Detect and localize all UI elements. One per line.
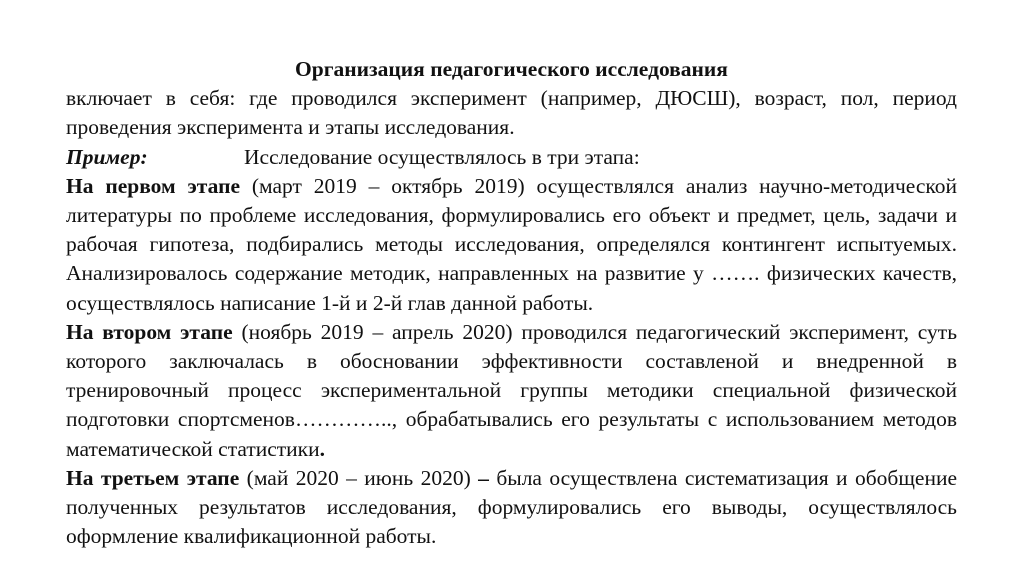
stage-three-heading: На третьем этапе: [66, 465, 240, 490]
example-label: Пример:: [66, 144, 148, 169]
stage-one-text: (март 2019 – октябрь 2019) осуществлялся анализ научно-методической литературы по проблеме исследования, формулировались его объект и предмет, цель, задачи и рабочая гипотеза, подбирались методы исследования, определялся контингент испытуемых. Анализировалось содержание методик, направленных на развитие у ……. физических качеств, осуществлялось написание 1-й и 2-й глав данной работы.: [66, 173, 957, 315]
stage-one-heading: На первом этапе: [66, 173, 241, 198]
slide-title: Организация педагогического исследования: [295, 57, 728, 81]
stage-three-dates: (май 2020 – июнь 2020): [239, 465, 479, 490]
slide-content: [66, 55, 957, 551]
stage-two-text: (ноябрь 2019 – апрель 2020) проводился педагогический эксперимент, суть которого заключалась в обосновании эффективности составленой и внедренной в тренировочный процесс экспериментальной группы методики специальной физической подготовки спортсменов………….., обрабатывались его результаты с использованием методов математической статистики: [66, 319, 958, 461]
example-text: Исследование осуществлялось в три этапа:: [244, 144, 640, 169]
stage-one-paragraph: [66, 172, 957, 318]
stage-two-end: .: [319, 436, 326, 461]
stage-three-paragraph: [66, 464, 957, 552]
stage-two-paragraph: [66, 318, 957, 464]
stage-three-text: была осуществлена систематизация и обобщение полученных результатов исследования, формулировались его выводы, осуществлялось оформление квалификационной работы.: [66, 465, 957, 549]
stage-three-dash: –: [478, 465, 489, 490]
stage-two-heading: На втором этапе: [66, 319, 233, 344]
example-line: [66, 143, 957, 172]
intro-paragraph: включает в себя: где проводился эксперимент (например, ДЮСШ), возраст, пол, период проведения эксперимента и этапы исследования.: [66, 86, 957, 140]
